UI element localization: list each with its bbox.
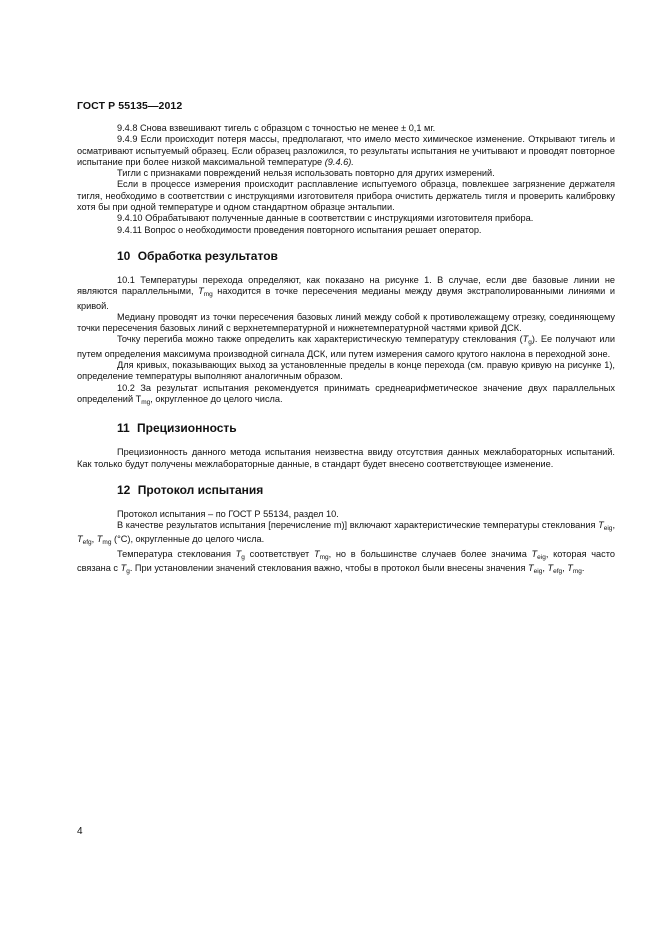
section-10-heading: 10 Обработка результатов <box>117 248 278 263</box>
paragraph-curves: Для кривых, показывающих выход за установленные пределы в конце перехода (см. правую кривую на рисунке 1), определение температуры выполняют аналогичным образом. <box>77 360 615 382</box>
paragraph-9-4-8: 9.4.8 Снова взвешивают тигель с образцом с точностью не менее ± 0,1 мг. <box>117 123 436 133</box>
document-header: ГОСТ Р 55135—2012 <box>77 100 183 112</box>
section-11-heading: 11 Прецизионность <box>117 421 237 436</box>
paragraph-inflection: Точку перегиба можно также определить как характеристическую температуру стеклования $(T_g)$. Ее получают или путем определения максимума производной сигнала ДСК, или путем измерения самого крутого наклона в переходной зоне. <box>77 334 615 359</box>
paragraph-median: Медиану проводят из точки пересечения базовых линий между собой к противолежащему отрезку, соединяющему точки пересечения базовых линий с верхнетемпературной и нижнетемпературной частями кривой ДСК. <box>77 311 615 334</box>
paragraph-protocol: Протокол испытания – по ГОСТ Р 55134, раздел 10. <box>117 508 339 519</box>
paragraph-9-4-11: 9.4.11 Вопрос о необходимости проведения повторного испытания решает оператор. <box>117 224 482 235</box>
paragraph-precision: Прецизионность данного метода испытания неизвестна ввиду отсутствия данных межлабораторных испытаний. Как только будут получены межлабораторные данные, в стандарт будет внесено соответствующее изменение. <box>77 447 615 469</box>
paragraph-melting: Если в процессе измерения происходит расплавление испытуемого образца, повлекшее загрязнение держателя тигля, необходимо в соответствии с инструкциями изготовителя прибора очистить держатель тигля и проверить калибровку хотя бы при одной температуре и одном стандартном образце энтальпии. <box>77 179 615 213</box>
paragraph-9-4-9: 9.4.9 Если происходит потеря массы, предполагают, что имело место химическое изменение. Открывают тигель и осматривают испытуемый образец. Если образец разложился, то результаты испытания не учитывают и проводят повторное испытание при более низкой максимальной температуре (9.4.6). <box>77 134 615 167</box>
paragraph-10-2: 10.2 За результат испытания рекомендуется принимать среднеарифметическое значение двух параллельных определений $T_{mg}$, округленное до целого числа. <box>77 382 615 406</box>
paragraph-results: В качестве результатов испытания [перечисление m)] включают характеристические температуры стеклования $T_{eig}$, $T_{efg}$, $T_{mg}$ (°C), округленные до целого числа. <box>77 520 615 547</box>
paragraph-glass-transition: Температура стеклования $T_g$ соответствует $T_{mg}$, но в большинстве случаев более значима $T_{eig}$, которая часто связана с $T_g$. При установлении значений стеклования важно, чтобы в протокол были внесены значения $T_{eig}$, $T_{efg}$, $T_{mg}$. <box>77 548 615 576</box>
paragraph-9-4-10: 9.4.10 Обрабатывают полученные данные в соответствии с инструкциями изготовителя прибора. <box>117 213 534 224</box>
section-12-heading: 12 Протокол испытания <box>117 482 264 497</box>
page-number: 4 <box>77 826 83 837</box>
page-body <box>77 123 615 577</box>
paragraph-10-1: 10.1 Температуры перехода определяют, как показано на рисунке 1. В случае, если две базовые линии не являются параллельными, $T_{mg}$ находится в точке пересечения медианы между двумя экстраполированными линиями и кривой. <box>77 274 615 311</box>
paragraph-crucibles: Тигли с признаками повреждений нельзя использовать повторно для других измерений. <box>117 168 495 179</box>
